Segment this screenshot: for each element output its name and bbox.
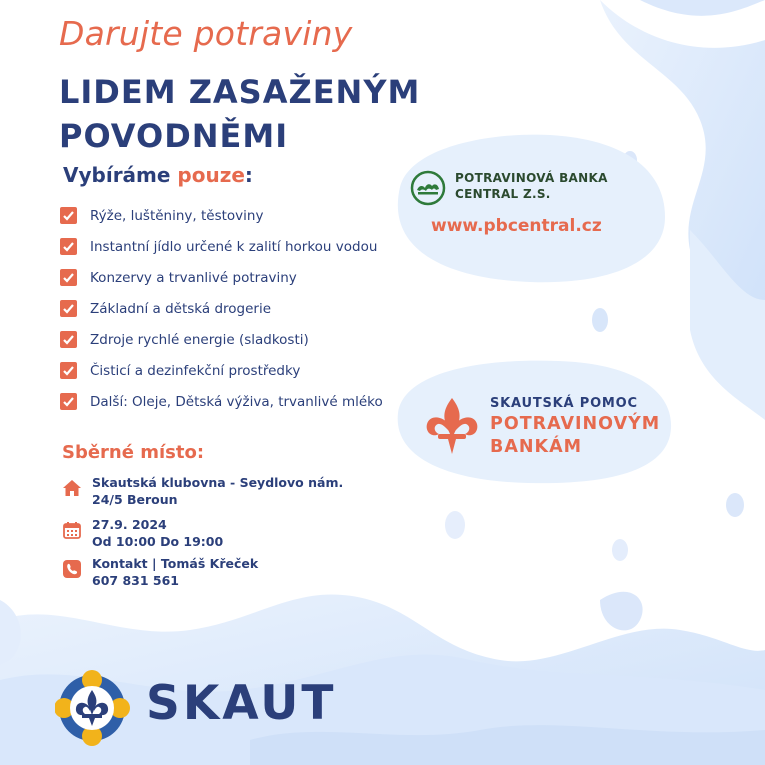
list-item-text: Čisticí a dezinfekční prostředky bbox=[90, 362, 301, 379]
list-title bbox=[63, 163, 253, 187]
list-item-text: Rýže, luštěniny, těstoviny bbox=[90, 207, 264, 224]
list-item bbox=[60, 293, 400, 324]
place-line-1: Skautská klubovna - Seydlovo nám. bbox=[92, 475, 344, 490]
headline bbox=[59, 70, 420, 158]
list-item-text: Instantní jídlo určené k zalití horkou vodou bbox=[90, 238, 378, 255]
home-icon bbox=[62, 478, 82, 498]
check-icon bbox=[60, 300, 77, 317]
check-icon bbox=[60, 393, 77, 410]
check-icon bbox=[60, 331, 77, 348]
fleur-de-lis-icon bbox=[424, 396, 480, 456]
food-bank-url-link[interactable]: www.pbcentral.cz bbox=[431, 216, 602, 236]
food-bank-logo-icon bbox=[410, 170, 446, 206]
list-item bbox=[60, 355, 400, 386]
subtitle: Darujte potraviny bbox=[59, 14, 353, 53]
skaut-brand: SKAUT bbox=[146, 676, 337, 731]
collection-title: Sběrné místo: bbox=[62, 442, 205, 463]
scout-help-line-2: POTRAVINOVÝM bbox=[490, 414, 661, 434]
scout-help-line-1: SKAUTSKÁ POMOC bbox=[490, 396, 638, 411]
skaut-logo-icon bbox=[55, 670, 130, 748]
food-bank-name bbox=[455, 170, 608, 202]
food-bank-name-line-2: CENTRAL Z.S. bbox=[455, 187, 551, 201]
list-item bbox=[60, 324, 400, 355]
date-line-1: 27.9. 2024 bbox=[92, 517, 167, 532]
check-icon bbox=[60, 269, 77, 286]
accepted-items-list bbox=[60, 200, 400, 417]
collection-place bbox=[62, 474, 343, 508]
list-title-suffix: : bbox=[244, 163, 253, 187]
list-item-text: Základní a dětská drogerie bbox=[90, 300, 272, 317]
check-icon bbox=[60, 238, 77, 255]
list-title-prefix: Vybíráme bbox=[63, 163, 178, 187]
list-item-text: Zdroje rychlé energie (sladkosti) bbox=[90, 331, 309, 348]
list-item bbox=[60, 231, 400, 262]
contact-line-2: 607 831 561 bbox=[92, 573, 179, 588]
list-item bbox=[60, 200, 400, 231]
place-line-2: 24/5 Beroun bbox=[92, 492, 178, 507]
list-item-text: Další: Oleje, Dětská výživa, trvanlivé mléko bbox=[90, 393, 383, 410]
check-icon bbox=[60, 207, 77, 224]
contact-line-1: Kontakt | Tomáš Křeček bbox=[92, 556, 259, 571]
check-icon bbox=[60, 362, 77, 379]
calendar-icon bbox=[62, 520, 82, 540]
food-bank-name-line-1: POTRAVINOVÁ BANKA bbox=[455, 171, 608, 185]
list-item bbox=[60, 262, 400, 293]
list-item-text: Konzervy a trvanlivé potraviny bbox=[90, 269, 297, 286]
list-title-accent: pouze bbox=[177, 163, 245, 187]
headline-line-2: POVODNĚMI bbox=[59, 117, 289, 155]
scout-help-line-3: BANKÁM bbox=[490, 437, 583, 457]
headline-line-1: LIDEM ZASAŽENÝM bbox=[59, 73, 421, 111]
collection-contact bbox=[62, 555, 258, 589]
date-line-2: Od 10:00 Do 19:00 bbox=[92, 534, 224, 549]
partner-blob bbox=[380, 127, 670, 287]
list-item bbox=[60, 386, 400, 417]
collection-date bbox=[62, 516, 223, 550]
phone-icon bbox=[62, 559, 82, 579]
